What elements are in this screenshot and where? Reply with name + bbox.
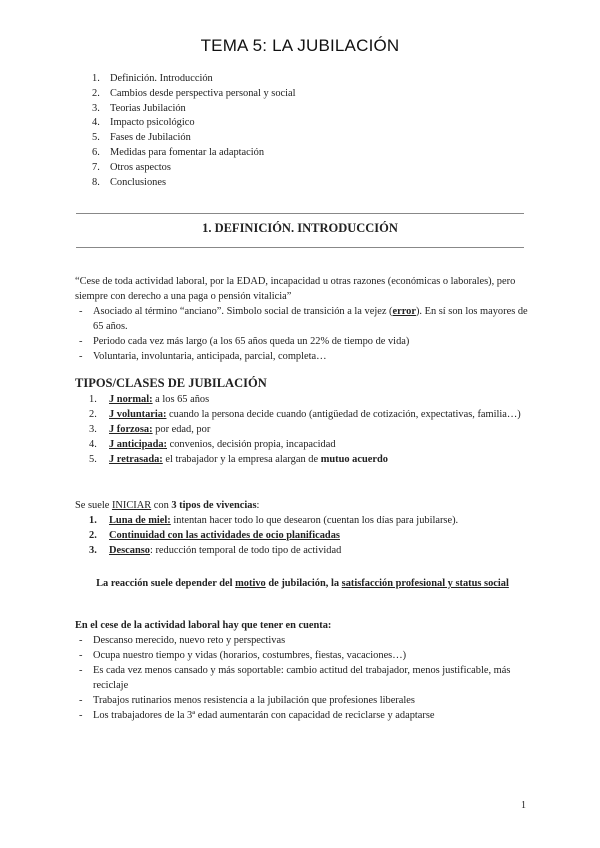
toc-item: 8. Conclusiones [92, 176, 166, 188]
list-item: 3. J forzosa: por edad, por [89, 424, 211, 435]
list-item: - Asociado al término “anciano”. Simbolo social de transición a la vejez (error). En sí son los mayores de 65 años. [79, 306, 528, 332]
vivencias-list [89, 513, 530, 558]
list-item: - Periodo cada vez más largo (a los 65 años queda un 22% de tiempo de vida) [79, 336, 410, 347]
reaction-note: La reacción suele depender del motivo de jubilación, la satisfacción profesional y status social [96, 578, 509, 589]
list-item: - Voluntaria, involuntaria, anticipada, parcial, completa… [79, 351, 327, 362]
tipos-heading: TIPOS/CLASES DE JUBILACIÓN [75, 376, 267, 390]
toc-item: 5. Fases de Jubilación [92, 132, 191, 144]
table-of-contents [92, 71, 296, 189]
list-item: 2. Continuidad con las actividades de ocio planificadas [89, 530, 340, 541]
definition-block [75, 274, 530, 364]
list-item: - Los trabajadores de la 3ª edad aumentarán con capacidad de reciclarse y adaptarse [79, 710, 435, 721]
divider-bottom [76, 247, 524, 248]
page-title: TEMA 5: LA JUBILACIÓN [200, 36, 400, 55]
vivencias-intro: Se suele INICIAR con 3 tipos de vivencias: [75, 500, 260, 511]
cese-heading: En el cese de la actividad laboral hay que tener en cuenta: [75, 620, 332, 631]
list-item: 4. J anticipada: convenios, decisión propia, incapacidad [89, 439, 336, 450]
list-item: - Trabajos rutinarios menos resistencia a la jubilación que profesiones liberales [79, 695, 415, 706]
list-item: 1. J normal: a los 65 años [89, 394, 210, 405]
toc-item: 1. Definición. Introducción [92, 73, 213, 84]
list-item: - Es cada vez menos cansado y más soportable: cambio actitud del trabajador, menos justificable, más reciclaje [79, 665, 511, 691]
definition-bullets [75, 304, 530, 364]
section-heading: 1. DEFINICIÓN. INTRODUCCIÓN [202, 221, 398, 235]
list-item: 1. Luna de miel: intentan hacer todo lo que desearon (cuentan los días para jubilarse). [89, 515, 459, 526]
toc-item: 3. Teorias Jubilación [92, 102, 186, 114]
divider-top [76, 213, 524, 214]
toc-item: 4. Impacto psicológico [92, 117, 195, 129]
definition-text: “Cese de toda actividad laboral, por la EDAD, incapacidad u otras razones (económicas o laborales), pero siempre con derecho a una paga o pensión vitalicia” [75, 276, 516, 302]
list-item: - Descanso merecido, nuevo reto y perspectivas [79, 635, 286, 646]
vivencias-block [75, 498, 530, 558]
toc-item: 7. Otros aspectos [92, 161, 171, 173]
tipos-list [89, 392, 530, 467]
toc-item: 6. Medidas para fomentar la adaptación [92, 146, 265, 158]
list-item: - Ocupa nuestro tiempo y vidas (horarios, costumbres, fiestas, vacaciones…) [79, 650, 407, 661]
tipos-block [75, 376, 530, 467]
cese-list [75, 633, 530, 723]
page-number: 1 [521, 800, 526, 811]
toc-item: 2. Cambios desde perspectiva personal y social [92, 87, 296, 99]
list-item: 5. J retrasada: el trabajador y la empresa alargan de mutuo acuerdo [89, 454, 388, 465]
list-item: 2. J voluntaria: cuando la persona decide cuando (antigüedad de cotización, expectativas, familia…) [89, 409, 521, 420]
list-item: 3. Descanso: reducción temporal de todo tipo de actividad [89, 545, 342, 556]
cese-block [75, 618, 530, 723]
